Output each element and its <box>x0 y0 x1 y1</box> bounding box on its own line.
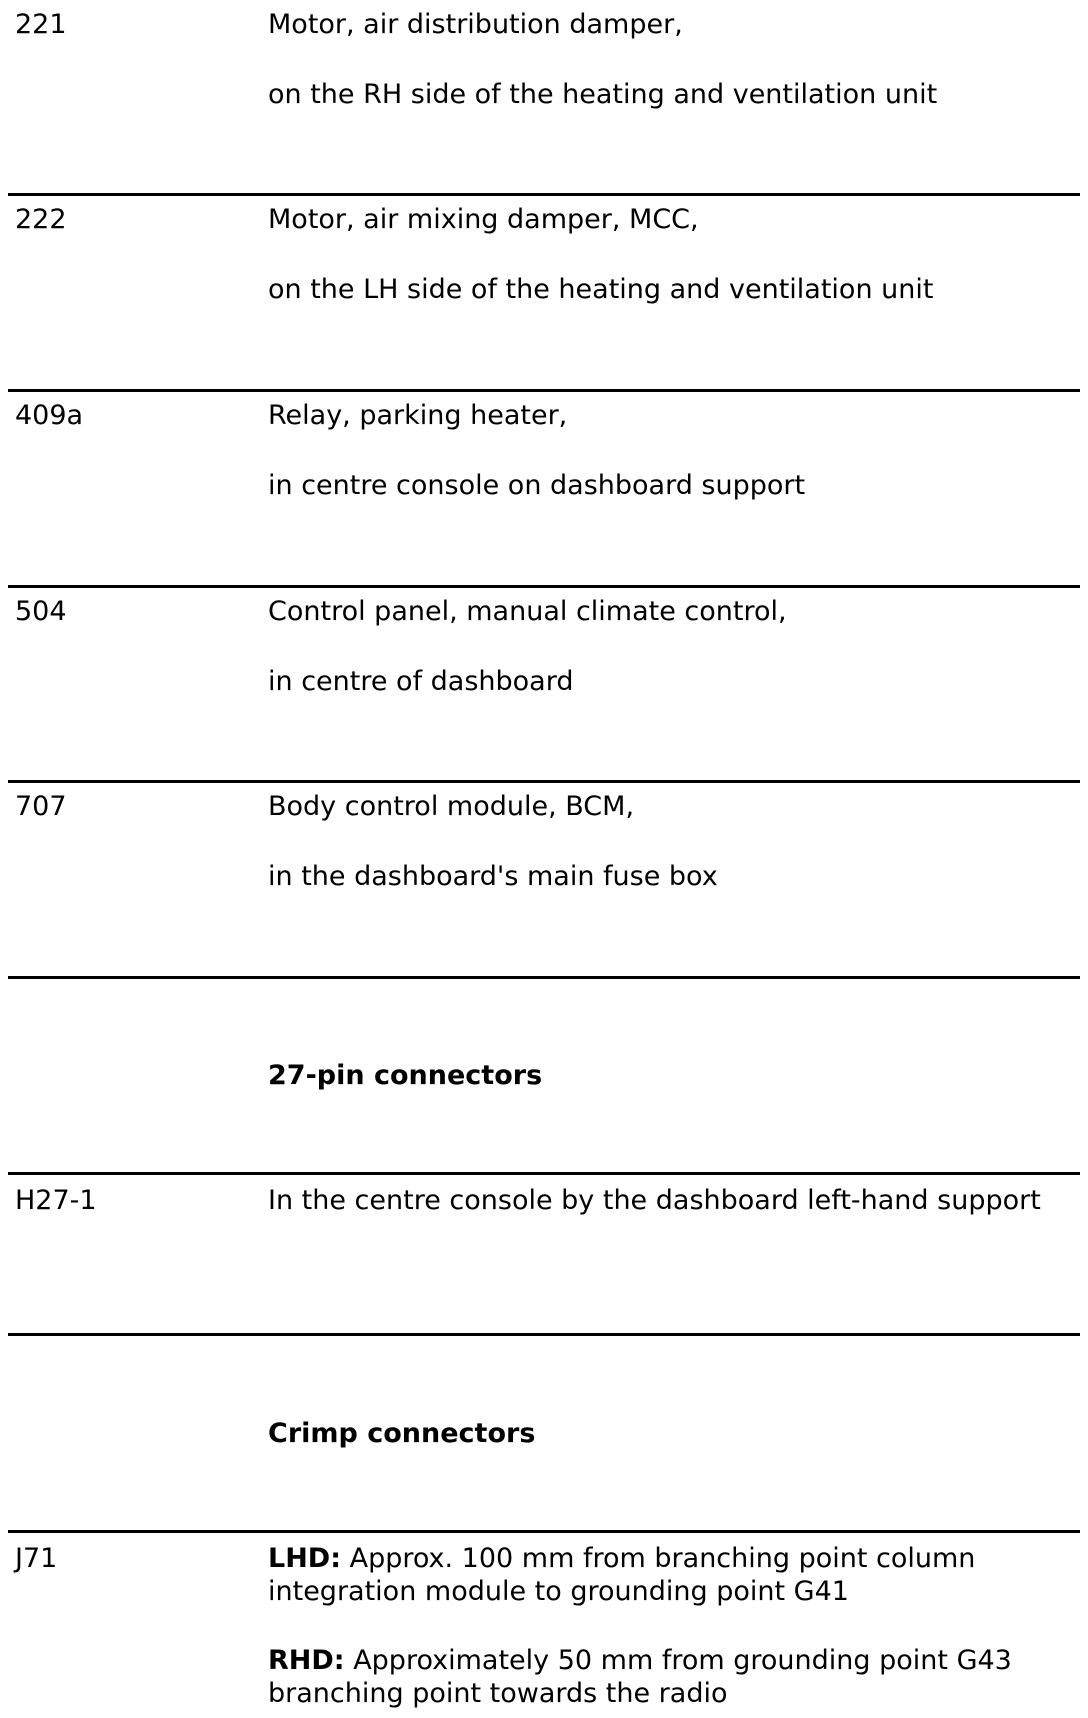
entry-description-line2: in the dashboard's main fuse box <box>268 861 718 892</box>
entry-description-line1: Control panel, manual climate control, <box>268 596 787 627</box>
entry-code: 222 <box>15 204 67 235</box>
entry-description-line1: Motor, air distribution damper, <box>268 9 683 40</box>
section-divider <box>8 976 1080 979</box>
entry-description-line1: Motor, air mixing damper, MCC, <box>268 204 699 235</box>
entry-description: In the centre console by the dashboard left-hand support <box>268 1185 1041 1216</box>
entry-code: 221 <box>15 9 67 40</box>
section-heading-crimp: Crimp connectors <box>268 1418 536 1449</box>
entry-code: 504 <box>15 596 67 627</box>
entry-description-line2: on the RH side of the heating and ventilation unit <box>268 79 938 110</box>
lhd-description <box>268 1542 1068 1608</box>
entry-code: 409a <box>15 400 84 431</box>
entry-description-line1: Body control module, BCM, <box>268 791 635 822</box>
row-divider <box>8 585 1080 588</box>
row-divider <box>8 1172 1080 1175</box>
section-divider <box>8 1333 1080 1336</box>
row-divider <box>8 193 1080 196</box>
entry-code: H27-1 <box>15 1185 97 1216</box>
entry-code: 707 <box>15 791 67 822</box>
row-divider <box>8 389 1080 392</box>
lhd-text: Approx. 100 mm from branching point column integration module to grounding point G41 <box>268 1543 976 1607</box>
entry-description-line2: in centre of dashboard <box>268 666 574 697</box>
entry-description-line2: in centre console on dashboard support <box>268 470 806 501</box>
entry-code: J71 <box>15 1543 58 1574</box>
rhd-description <box>268 1644 1068 1710</box>
entry-description-line2: on the LH side of the heating and ventilation unit <box>268 274 934 305</box>
lhd-label: LHD: <box>268 1543 342 1574</box>
row-divider <box>8 780 1080 783</box>
entry-description-line1: Relay, parking heater, <box>268 400 568 431</box>
row-divider <box>8 1530 1080 1533</box>
rhd-text: Approximately 50 mm from grounding point G43 branching point towards the radio <box>268 1645 1012 1709</box>
rhd-label: RHD: <box>268 1645 345 1676</box>
section-heading-27-pin: 27-pin connectors <box>268 1060 543 1091</box>
